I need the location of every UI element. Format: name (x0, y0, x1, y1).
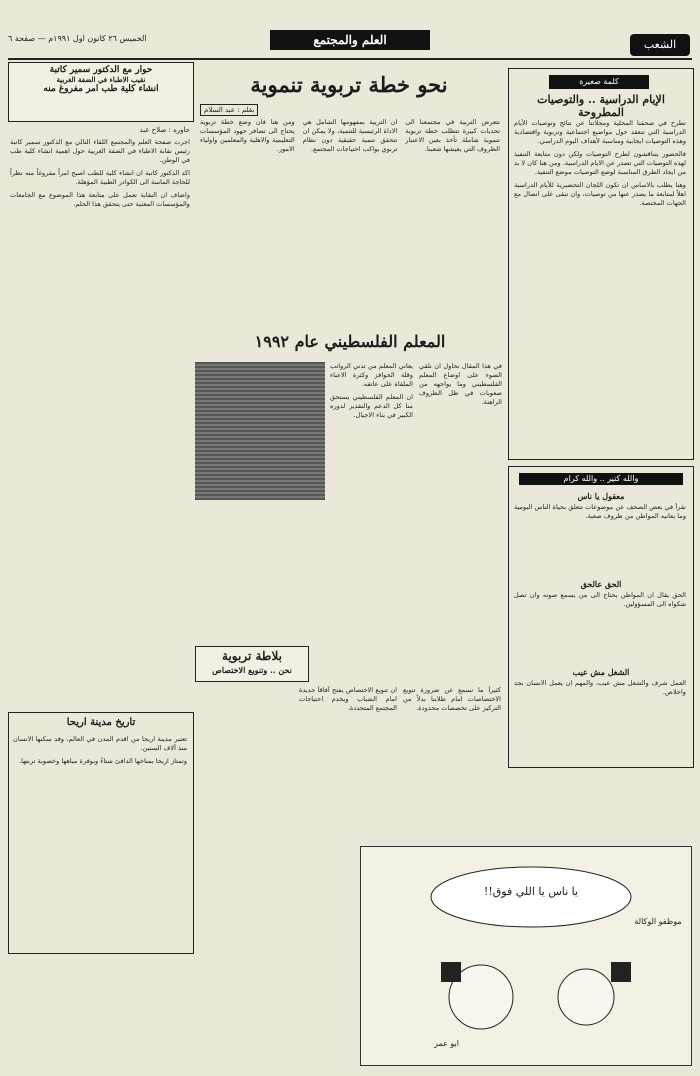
cartoon-caption: موظفو الوكالة (634, 917, 682, 926)
paragraph: يعاني المعلم من تدني الرواتب وقلة الحوافز وكثرة الاعباء الملقاة على عاتقه. (330, 362, 413, 388)
face-right (558, 969, 614, 1025)
paragraph: ان التربية بمفهومها الشامل هي الاداة الرئيسية للتنمية، ولا يمكن ان تتحقق تنمية حقيقية دون نظام تربوي يواكب احتياجات المجتمع. (302, 118, 398, 153)
column-paragraph: نقرأ في بعض الصحف عن موضوعات تتعلق بحياة الناس اليومية وما يعانيه المواطن من ظروف صعبة. (514, 503, 686, 520)
paragraph: تتعرض التربية في مجتمعنا الى تحديات كبيرة تتطلب خطة تربوية تنموية شاملة تأخذ بعين الاعتبار الظروف التي يعيشها شعبنا. (405, 118, 500, 153)
column-paragraph: العمل شرف والشغل مش عيب، والمهم ان يعمل الانسان بجد واخلاص. (514, 679, 686, 696)
paragraph: واضاف ان النقابة تعمل على متابعة هذا الموضوع مع الجامعات والمؤسسات المعنية حتى يتحقق هذا الحلم. (10, 191, 190, 208)
lab-box (195, 646, 309, 682)
paragraph: تطرح في صحفنا المحلية ومجلاتنا عن نتائج وتوصيات الأيام الدراسية التي تنعقد حول مواضيع اجتماعية وتربوية واقتصادية وهذه التوصيات ايجابية ومناسبة لأهداف اليوم الدراسي. (514, 119, 686, 145)
interview-title: انشاء كلية طب امر مفروغ منه (43, 84, 159, 94)
interview-kicker: حوار مع الدكتور سمير كاتبة (49, 65, 153, 75)
paragraph: ان المعلم الفلسطيني يستحق منا كل الدعم والتقدير لدوره الكبير في بناء الاجيال. (330, 393, 413, 419)
section-title: العلم والمجتمع (270, 30, 430, 50)
paragraph: ان تنويع الاختصاص يفتح آفاقاً جديدة امام الشباب ويخدم احتياجات المجتمع المتجددة. (299, 686, 397, 712)
paragraph: اجرت صفحة العلم والمجتمع اللقاء التالي مع الدكتور سمير كاتبة رئيس نقابة الاطباء في الضفة الغربية حول اهمية انشاء كلية طب في الوطن. (10, 138, 190, 164)
hand-right (611, 962, 631, 982)
column-paragraph: الحق يقال ان المواطن يحتاج الى من يسمع صوته وان تصل شكواه الى المسؤولين. (514, 591, 686, 608)
interview-body (10, 138, 190, 698)
jericho-box (8, 712, 194, 954)
header-rule (8, 58, 692, 60)
date-line: الخميس ٢٦ كانون اول ١٩٩١م — صفحة ٦ (8, 34, 147, 43)
article-title: نحو خطة تربوية تنموية (250, 72, 448, 97)
interview-sub: نقيب الاطباء في الضفة الغربية (56, 75, 146, 84)
editorial-box (508, 68, 694, 460)
column-title: والله كتير .. والله كرام (519, 473, 683, 485)
lab-title: بلاطة تربوية (222, 649, 282, 663)
cartoon-drawing (361, 847, 691, 1065)
paragraph: كثيراً ما نسمع عن ضرورة تنويع الاختصاصات امام طلابنا بدلاً من التركيز على تخصصات محدودة. (403, 686, 501, 712)
byline: بقلم : عبد السلام (200, 104, 258, 116)
jericho-title: تاريخ مدينة اريحا (66, 717, 136, 728)
masthead-logo: الشعب (630, 34, 690, 56)
editorial-title: الإيام الدراسية .. والتوصيات المطروحة (537, 93, 665, 119)
subhead: الحق عالحق (580, 579, 622, 589)
article-body (200, 118, 500, 328)
column-box (508, 466, 694, 768)
interview-header (8, 62, 194, 122)
paragraph: ومن هنا فان وضع خطة تربوية يحتاج الى تضافر جهود المؤسسات التعليمية والاهلية والمعلمين واولياء الامور. (200, 118, 295, 153)
lab-subtitle: نحن .. وتنويع الاختصاص (212, 665, 292, 675)
cartoon-speech: يا ناس يا اللي فوق!! (483, 885, 579, 898)
editorial-body (514, 119, 686, 455)
teacher-article-body (330, 362, 502, 662)
subhead: معقول يا ناس (577, 491, 625, 501)
cartoon (360, 846, 692, 1066)
subhead: الشغل مش عيب (572, 667, 630, 677)
paragraph: وتمتاز اريحا بمناخها الدافئ شتاءً وبوفرة مياهها وخصوبة تربتها. (19, 757, 187, 765)
teacher-article-title: المعلم الفلسطيني عام ١٩٩٢ (254, 332, 446, 351)
paragraph: فالحضور يتناقشون لطرح التوصيات ولكن دون متابعة التنفيذ لهذه التوصيات التي تصدر عن الايام الدراسية. ومن هنا كان لا بد من ايجاد الطرق المناسبة لوضع التوصيات موضع التنفيذ. (514, 150, 686, 176)
hand-left (441, 962, 461, 982)
cartoon-signature: ابو عمر (434, 1039, 459, 1048)
lab-body (195, 686, 501, 836)
paragraph: اكد الدكتور كاتبة ان انشاء كلية للطب اصبح امراً مفروغاً منه نظراً للحاجة الماسة الى الكوادر الطبية المؤهلة. (10, 169, 190, 186)
paragraph: في هذا المقال نحاول ان نلقي الضوء على اوضاع المعلم الفلسطيني وما يواجهه من صعوبات في ظل الظروف الراهنة. (419, 362, 502, 406)
paragraph: تعتبر مدينة اريحا من اقدم المدن في العالم، وقد سكنها الانسان منذ آلاف السنين. (13, 735, 187, 752)
jericho-body (13, 735, 187, 947)
classroom-photo (195, 362, 325, 500)
paragraph: وهنا يطلب بالاساس ان تكون اللجان التحضيرية للأيام الدراسية اهلاً لمتابعة ما يصدر عنها من توصيات، وان تبقى على اتصال مع الجهات المختصة. (514, 181, 686, 207)
editorial-kicker: كلمة صغيرة (549, 75, 649, 89)
interviewer: حاوره : صلاح عبد (139, 126, 190, 134)
